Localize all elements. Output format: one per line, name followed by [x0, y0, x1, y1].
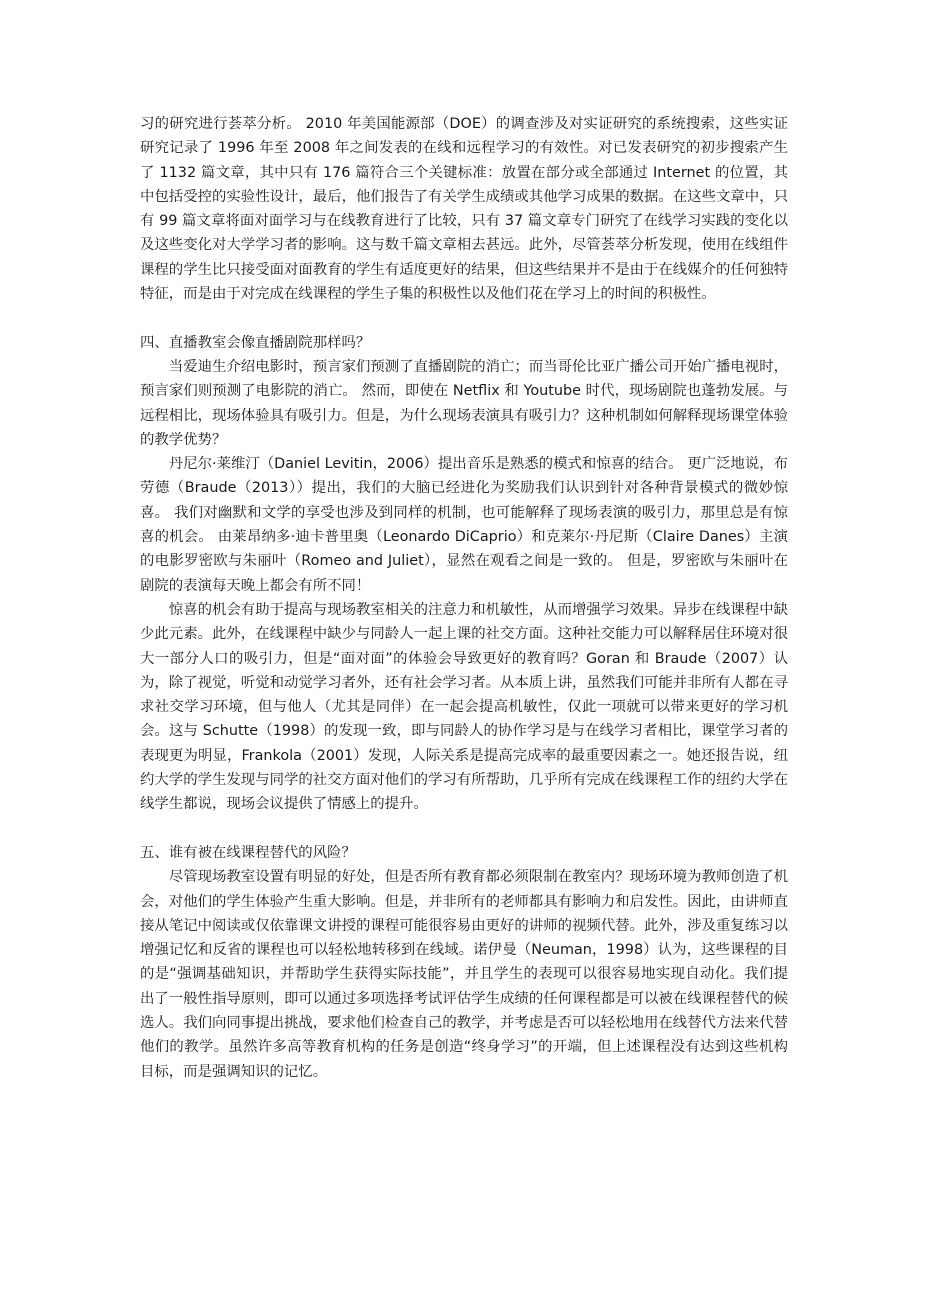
body-paragraph-edison: 当爱迪生介绍电影时，预言家们预测了直播剧院的消亡；而当哥伦比亚广播公司开始广播电视时，预言家们则预测了电影院的消亡。 然而，即使在 Netflix 和 Youtube 时代，现场剧院也蓬勃发展。与远程相比，现场体验具有吸引力。但是，为什么现场表演具有吸引力？这种机制如何解释现场课堂体验的教学优势？ [140, 358, 788, 448]
body-paragraph-replacement-risk: 尽管现场教室设置有明显的好处，但是否所有教育都必须限制在教室内？现场环境为教师创造了机会，对他们的学生体验产生重大影响。但是，并非所有的老师都具有影响力和启发性。因此，由讲师直接从笔记中阅读或仅依靠课文讲授的课程可能很容易由更好的讲师的视频代替。此外，涉及重复练习以增强记忆和反省的课程也可以轻松地转移到在线域。诺伊曼（Neuman，1998）认为，这些课程的目的是“强调基础知识，并帮助学生获得实际技能”，并且学生的表现可以很容易地实现自动化。我们提出了一般性指导原则，即可以通过多项选择考试评估学生成绩的任何课程都是可以被在线课程替代的候选人。我们向同事提出挑战，要求他们检查自己的教学，并考虑是否可以轻松地用在线替代方法来代替他们的教学。虽然许多高等教育机构的任务是创造“终身学习”的开端，但上述课程没有达到这些机构目标，而是强调知识的记忆。 [140, 869, 788, 1080]
body-paragraph-meta-analysis: 习的研究进行荟萃分析。 2010 年美国能源部（DOE）的调查涉及对实证研究的系统搜索，这些实证研究记录了 1996 年至 2008 年之间发表的在线和远程学习的有效性。对已发表研究的初步搜索产生了 1132 篇文章，其中只有 176 篇符合三个关键标准：放置在部分或全部通过 Internet 的位置，其中包括受控的实验性设计，最后，他们报告了有关学生成绩或其他学习成果的数据。在这些文章中，只有 99 篇文章将面对面学习与在线教育进行了比较，只有 37 篇文章专门研究了在线学习实践的变化以及这些变化对大学学习者的影响。这与数千篇文章相去甚远。此外，尽管荟萃分析发现，使用在线组件课程的学生比只接受面对面教育的学生有适度更好的结果，但这些结果并不是由于在线媒介的任何独特特征，而是由于对完成在线课程的学生子集的积极性以及他们花在学习上的时间的积极性。 [140, 116, 788, 303]
section-heading-5: 五、谁有被在线课程替代的风险？ [140, 844, 356, 861]
document-page [140, 112, 788, 1084]
body-paragraph-levitin: 丹尼尔·莱维汀（Daniel Levitin，2006）提出音乐是熟悉的模式和惊喜的结合。 更广泛地说，布劳德（Braude（2013））提出，我们的大脑已经进化为奖励我们认识到针对各种背景模式的微妙惊喜。 我们对幽默和文学的享受也涉及到同样的机制，也可能解释了现场表演的吸引力，那里总是有惊喜的机会。 由莱昂纳多·迪卡普里奥（Leonardo DiCaprio）和克莱尔·丹尼斯（Claire Danes）主演的电影罗密欧与朱丽叶（Romeo and Juliet），显然在观看之间是一致的。 但是，罗密欧与朱丽叶在剧院的表演每天晚上都会有所不同！ [140, 456, 788, 594]
body-paragraph-surprise: 惊喜的机会有助于提高与现场教室相关的注意力和机敏性，从而增强学习效果。异步在线课程中缺少此元素。此外，在线课程中缺少与同龄人一起上课的社交方面。这种社交能力可以解释居住环境对很大一部分人口的吸引力，但是“面对面”的体验会导致更好的教育吗？Goran 和 Braude（2007）认为，除了视觉，听觉和动觉学习者外，还有社会学习者。从本质上讲，虽然我们可能并非所有人都在寻求社交学习环境，但与他人（尤其是同伴）在一起会提高机敏性，仅此一项就可以带来更好的学习机会。这与 Schutte（1998）的发现一致，即与同龄人的协作学习是与在线学习者相比，课堂学习者的表现更为明显，Frankola（2001）发现，人际关系是提高完成率的最重要因素之一。她还报告说，纽约大学的学生发现与同学的社交方面对他们的学习有所帮助，几乎所有完成在线课程工作的纽约大学在线学生都说，现场会议提供了情感上的提升。 [140, 601, 788, 813]
section-heading-4: 四、直播教室会像直播剧院那样吗？ [140, 334, 371, 351]
